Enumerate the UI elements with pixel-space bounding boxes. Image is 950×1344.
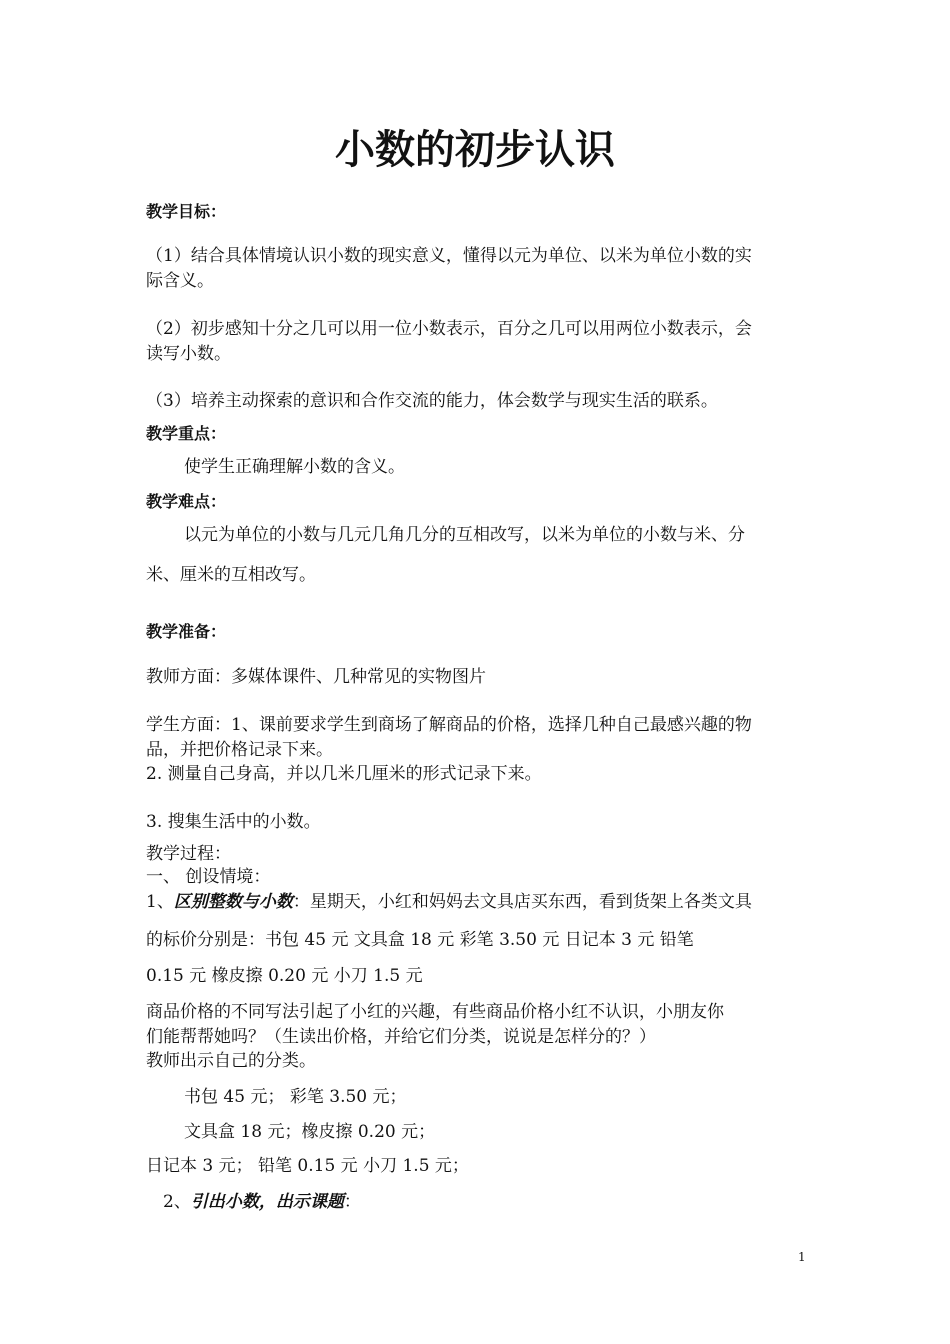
section-1-heading: 一、 创设情境： (146, 867, 271, 887)
step-2-suffix: ： (343, 1192, 361, 1212)
goal-3: （3）培养主动探索的意识和合作交流的能力，体会数学与现实生活的联系。 (146, 391, 718, 411)
prep-student-line-1: 学生方面：1、课前要求学生到商场了解商品的价格，选择几种自己最感兴趣的物 (146, 715, 752, 735)
prep-item-3: 3. 搜集生活中的小数。 (146, 812, 321, 832)
classification-line-2: 文具盒 18 元；橡皮擦 0.20 元； (184, 1122, 436, 1142)
step-1-line-1 (146, 891, 752, 913)
classification-line-3: 日记本 3 元； 铅笔 0.15 元 小刀 1.5 元； (146, 1156, 469, 1176)
goal-2-line-1: （2）初步感知十分之几可以用一位小数表示，百分之几可以用两位小数表示，会 (146, 319, 752, 339)
paragraph-line-1: 商品价格的不同写法引起了小红的兴趣，有些商品价格小红不认识，小朋友你 (146, 1002, 724, 1022)
step-1-line-1-text: ：星期天，小红和妈妈去文具店买东西，看到货架上各类文具 (292, 892, 752, 912)
step-2-prefix: 2、 (163, 1192, 191, 1212)
paragraph-line-2: 们能帮帮她吗？（生读出价格，并给它们分类，说说是怎样分的？） (146, 1027, 656, 1047)
key-points-heading: 教学重点： (146, 424, 227, 443)
prep-student-line-2: 品，并把价格记录下来。 (146, 740, 333, 760)
goal-1-line-1: （1）结合具体情境认识小数的现实意义，懂得以元为单位、以米为单位小数的实 (146, 246, 752, 266)
teacher-show: 教师出示自己的分类。 (146, 1051, 316, 1071)
step-1-line-3: 0.15 元 橡皮擦 0.20 元 小刀 1.5 元 (146, 966, 423, 986)
step-1-line-2: 的标价分别是：书包 45 元 文具盒 18 元 彩笔 3.50 元 日记本 3 元 铅笔 (146, 930, 694, 950)
preparation-heading: 教学准备： (146, 622, 227, 641)
page-number: 1 (798, 1250, 806, 1264)
key-points-text: 使学生正确理解小数的含义。 (184, 457, 405, 477)
goal-2-line-2: 读写小数。 (146, 344, 231, 364)
step-2-line (163, 1191, 361, 1213)
step-2-bold-title: 引出小数，出示课题 (190, 1192, 344, 1212)
prep-teacher: 教师方面：多媒体课件、几种常见的实物图片 (146, 667, 486, 687)
difficulty-heading: 教学难点： (146, 492, 227, 511)
process-heading: 教学过程： (146, 844, 231, 864)
prep-item-2: 2. 测量自己身高，并以几米几厘米的形式记录下来。 (146, 764, 542, 784)
step-1-bold-title: 区别整数与小数 (173, 892, 293, 912)
document-title: 小数的初步认识 (335, 127, 615, 173)
step-1-prefix: 1、 (146, 892, 174, 912)
goals-heading: 教学目标： (146, 202, 227, 221)
classification-line-1: 书包 45 元； 彩笔 3.50 元； (184, 1087, 407, 1107)
difficulty-line-1: 以元为单位的小数与几元几角几分的互相改写，以米为单位的小数与米、分 (184, 525, 745, 545)
goal-1-line-2: 际含义。 (146, 271, 214, 291)
difficulty-line-2: 米、厘米的互相改写。 (146, 565, 316, 585)
